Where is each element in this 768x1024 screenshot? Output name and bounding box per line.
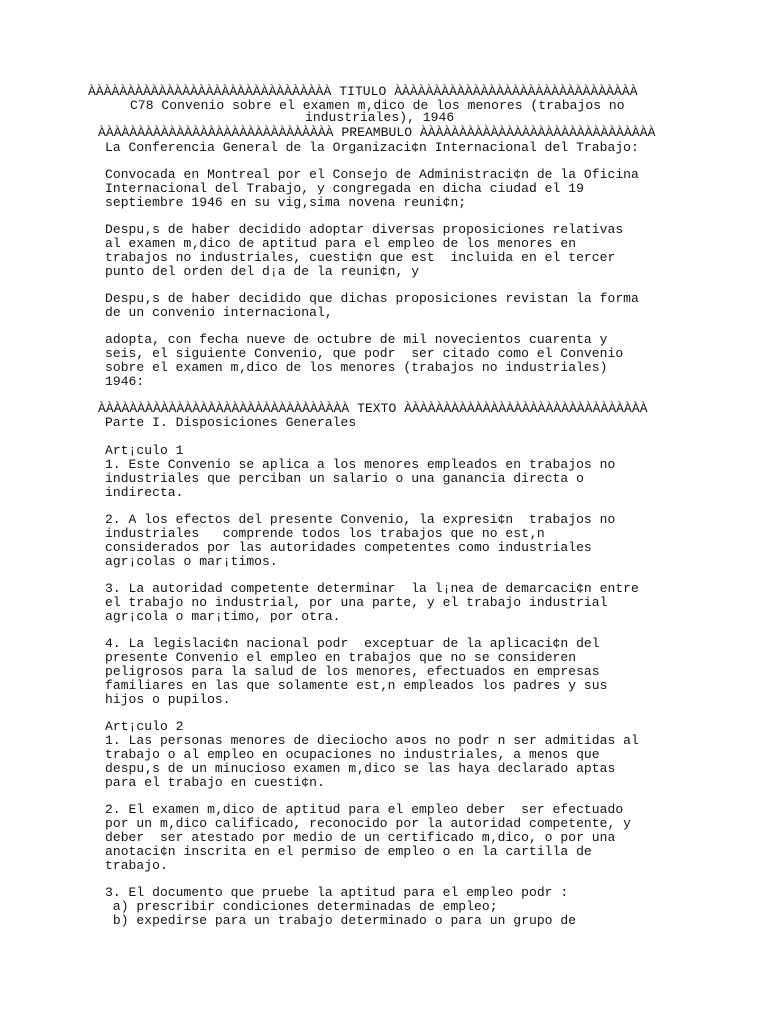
text-line: peligrosos para la salud de los menores, efectuados en empresas	[105, 664, 600, 679]
text-line: trabajo.	[105, 858, 168, 873]
text-line: 4. La legislaci¢n nacional podr exceptuar de la aplicaci¢n del	[105, 636, 600, 651]
document-title: C78 Convenio sobre el examen m‚dico de los menores (trabajos no	[130, 98, 625, 113]
text-line: indirecta.	[105, 485, 184, 500]
text-line: Despu‚s de haber decidido que dichas proposiciones revistan la forma	[105, 291, 639, 306]
text-line: al examen m‚dico de aptitud para el empleo de los menores en	[105, 236, 577, 251]
text-line: despu‚s de un minucioso examen m‚dico se las haya declarado aptas	[105, 761, 616, 776]
text-line: Despu‚s de haber decidido adoptar diversas proposiciones relativas	[105, 222, 624, 237]
section-heading: Parte I. Disposiciones Generales	[105, 415, 357, 430]
text-line: 2. El examen m‚dico de aptitud para el empleo deber ser efectuado	[105, 802, 624, 817]
text-line: seis, el siguiente Convenio, que podr ser citado como el Convenio	[105, 346, 624, 361]
text-line: La Conferencia General de la Organizaci¢n Internacional del Trabajo:	[105, 140, 639, 155]
text-line: por un m‚dico calificado, reconocido por la autoridad competente, y	[105, 816, 632, 831]
text-line: adopta, con fecha nueve de octubre de mil novecientos cuarenta y	[105, 332, 608, 347]
texto-separator: ÀÀÀÀÀÀÀÀÀÀÀÀÀÀÀÀÀÀÀÀÀÀÀÀÀÀÀÀÀÀÀÀ TEXTO ÀÀÀÀÀÀÀÀÀÀÀÀÀÀÀÀÀÀÀÀÀÀÀÀÀÀÀÀÀÀÀ	[98, 401, 648, 416]
document-title-cont: industriales), 1946	[305, 110, 455, 125]
text-line: Internacional del Trabajo, y congregada en dicha ciudad el 19	[105, 181, 584, 196]
text-line: trabajos no industriales, cuesti¢n que est incluida en el tercer	[105, 250, 616, 265]
text-line: agr¡colas o mar¡timos.	[105, 554, 278, 569]
text-line: 2. A los efectos del presente Convenio, la expresi¢n trabajos no	[105, 512, 616, 527]
text-line: 3. El documento que pruebe la aptitud para el empleo podr :	[105, 885, 569, 900]
text-line: industriales comprende todos los trabajos que no est‚n	[105, 526, 545, 541]
text-line: deber ser atestado por medio de un certificado m‚dico, o por una	[105, 830, 616, 845]
text-line: anotaci¢n inscrita en el permiso de empleo o en la cartilla de	[105, 844, 592, 859]
text-line: b) expedirse para un trabajo determinado o para un grupo de	[105, 913, 577, 928]
text-line: 1. Las personas menores de dieciocho a¤os no podr n ser admitidas al	[105, 733, 639, 748]
preamble-separator: ÀÀÀÀÀÀÀÀÀÀÀÀÀÀÀÀÀÀÀÀÀÀÀÀÀÀÀÀÀÀ PREAMBULO ÀÀÀÀÀÀÀÀÀÀÀÀÀÀÀÀÀÀÀÀÀÀÀÀÀÀÀÀÀÀ	[98, 125, 656, 140]
text-line: a) prescribir condiciones determinadas de empleo;	[105, 899, 498, 914]
text-line: para el trabajo en cuesti¢n.	[105, 775, 325, 790]
text-line: punto del orden del d¡a de la reuni¢n, y	[105, 264, 420, 279]
text-line: 3. La autoridad competente determinar la l¡nea de demarcaci¢n entre	[105, 581, 639, 596]
text-line: Convocada en Montreal por el Consejo de Administraci¢n de la Oficina	[105, 167, 639, 182]
text-line: 1946:	[105, 374, 145, 389]
text-line: familiares en las que solamente est‚n empleados los padres y sus	[105, 678, 608, 693]
text-line: agr¡cola o mar¡timo, por otra.	[105, 609, 341, 624]
text-line: presente Convenio el empleo en trabajos que no se consideren	[105, 650, 577, 665]
text-line: septiembre 1946 en su vig‚sima novena reuni¢n;	[105, 195, 467, 210]
text-line: considerados por las autoridades competentes como industriales	[105, 540, 592, 555]
text-line: 1. Este Convenio se aplica a los menores empleados en trabajos no	[105, 457, 616, 472]
text-line: industriales que perciban un salario o una ganancia directa o	[105, 471, 584, 486]
title-separator: ÀÀÀÀÀÀÀÀÀÀÀÀÀÀÀÀÀÀÀÀÀÀÀÀÀÀÀÀÀÀÀ TITULO ÀÀÀÀÀÀÀÀÀÀÀÀÀÀÀÀÀÀÀÀÀÀÀÀÀÀÀÀÀÀÀ	[88, 84, 638, 99]
text-line: sobre el examen m‚dico de los menores (trabajos no industriales)	[105, 360, 608, 375]
text-line: hijos o pupilos.	[105, 692, 231, 707]
text-line: de un convenio internacional,	[105, 305, 333, 320]
article-heading: Art¡culo 1	[105, 443, 184, 458]
article-heading: Art¡culo 2	[105, 719, 184, 734]
text-line: trabajo o al empleo en ocupaciones no industriales, a menos que	[105, 747, 600, 762]
text-line: el trabajo no industrial, por una parte, y el trabajo industrial	[105, 595, 608, 610]
